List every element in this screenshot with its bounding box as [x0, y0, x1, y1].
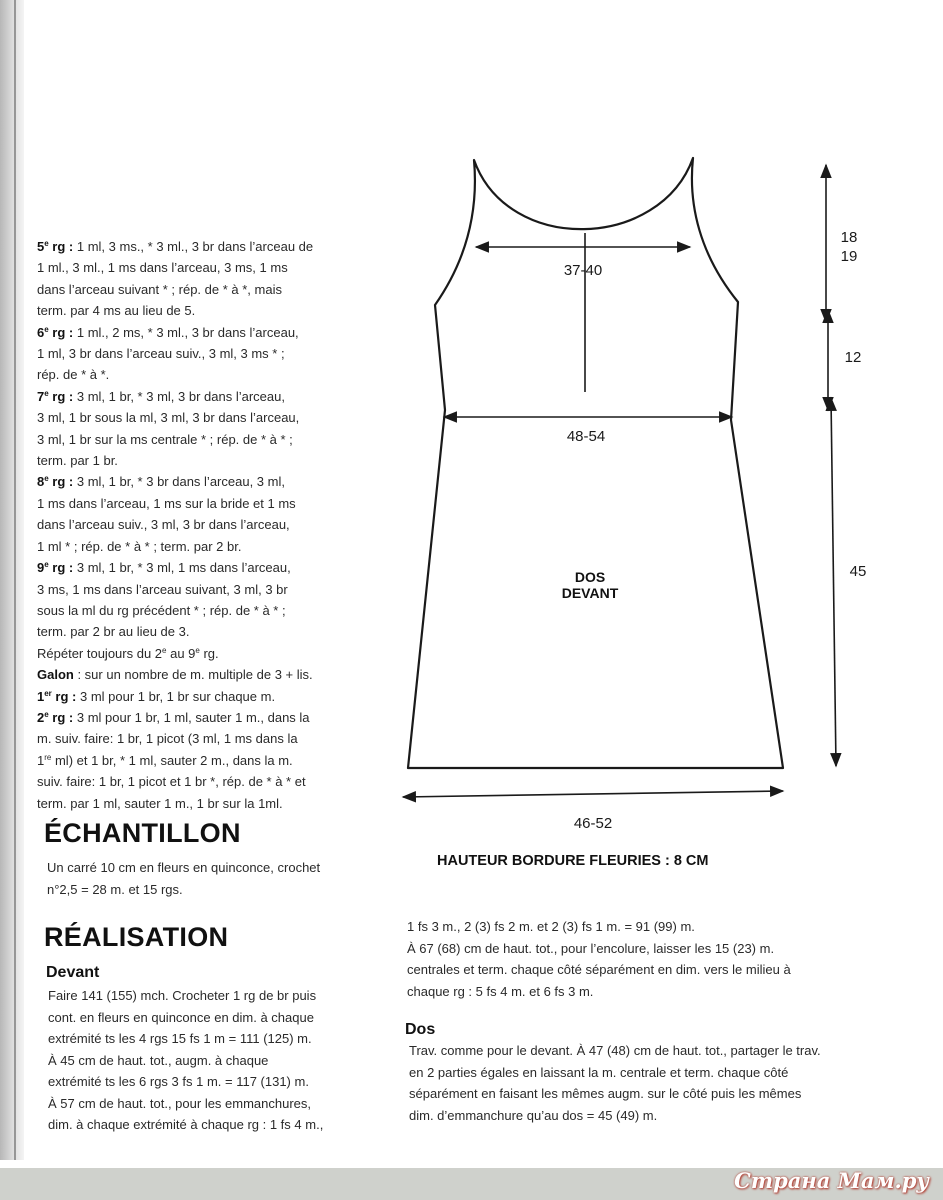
height-top-label-b: 19	[840, 248, 858, 265]
piece-label-devant: DEVANT	[561, 585, 619, 601]
devant-line: Faire 141 (155) mch. Crocheter 1 rg de br puis	[48, 988, 317, 1003]
devant-continued-line: 1 fs 3 m., 2 (3) fs 2 m. et 2 (3) fs 1 m. = 91 (99) m.	[407, 919, 695, 934]
devant-line: extrémité ts les 4 rgs 15 fs 1 m = 111 (125) m.	[48, 1031, 312, 1046]
devant-line: À 45 cm de haut. tot., augm. à chaque	[48, 1052, 269, 1068]
instruction-line: term. par 4 ms au lieu de 5.	[37, 303, 196, 319]
devant-line: À 57 cm de haut. tot., pour les emmanchures,	[48, 1095, 312, 1111]
devant-line: dim. à chaque extrémité à chaque rg : 1 fs 4 m.,	[48, 1117, 324, 1132]
dress-outline	[408, 158, 783, 768]
row-label: 7e rg :	[37, 388, 74, 404]
instruction-line: term. par 2 br au lieu de 3.	[37, 624, 190, 640]
instruction-line: 1 ml, 3 br dans l’arceau suiv., 3 ml, 3 ms * ;	[37, 346, 285, 362]
devant-line: cont. en fleurs en quinconce en dim. à chaque	[48, 1009, 314, 1025]
devant-continued-line: centrales et term. chaque côté séparément en dim. vers le milieu à	[407, 962, 791, 977]
row-label: 8e rg :	[37, 474, 74, 490]
instruction-line: 1er rg : 3 ml pour 1 br, 1 br sur chaque m.	[37, 688, 276, 704]
diagram-caption: HAUTEUR BORDURE FLEURIES : 8 CM	[437, 853, 709, 869]
height-body-arrow	[831, 398, 836, 766]
height-top-label-a: 18	[840, 229, 858, 246]
devant-continued-line: chaque rg : 5 fs 4 m. et 6 fs 3 m.	[407, 983, 594, 999]
dos-line: en 2 parties égales en laissant la m. centrale et term. chaque côté	[409, 1064, 789, 1080]
realisation-heading: RÉALISATION	[44, 922, 229, 952]
instruction-line: term. par 1 br.	[37, 453, 118, 469]
echantillon-line: Un carré 10 cm en fleurs en quinconce, crochet	[47, 860, 321, 875]
dos-line: Trav. comme pour le devant. À 47 (48) cm de haut. tot., partager le trav.	[409, 1043, 821, 1058]
instruction-line: dans l’arceau suiv., 3 ml, 3 br dans l’arceau,	[37, 517, 290, 533]
instruction-line: 7e rg : 3 ml, 1 br, * 3 ml, 3 br dans l’arceau,	[37, 388, 285, 404]
instruction-line: suiv. faire: 1 br, 1 picot et 1 br *, rép. de * à * et	[37, 774, 306, 790]
devant-line: extrémité ts les 6 rgs 3 fs 1 m. = 117 (131) m.	[48, 1074, 309, 1089]
instruction-line: 2e rg : 3 ml pour 1 br, 1 ml, sauter 1 m., dans la	[37, 709, 310, 725]
bust-width-label: 48-54	[566, 428, 606, 445]
instruction-line: 3 ml, 1 br sous la ml, 3 ml, 3 br dans l’arceau,	[37, 410, 300, 426]
instruction-line: 1 ml., 3 ml., 1 ms dans l’arceau, 3 ms, 1 ms	[37, 260, 288, 276]
instruction-line: 9e rg : 3 ml, 1 br, * 3 ml, 1 ms dans l’arceau,	[37, 560, 291, 576]
instruction-line: term. par 1 ml, sauter 1 m., 1 br sur la 1ml.	[37, 795, 283, 811]
hem-width-label: 46-52	[573, 815, 613, 832]
instruction-line: Répéter toujours du 2e au 9e rg.	[37, 645, 219, 661]
neck-width-label: 37-40	[563, 262, 603, 279]
row-label: 6e rg :	[37, 324, 74, 340]
dos-line: séparément en faisant les mêmes augm. sur le côté puis les mêmes	[409, 1086, 802, 1101]
instruction-line: rép. de * à *.	[37, 367, 110, 383]
devant-continued-line: À 67 (68) cm de haut. tot., pour l’encolure, laisser les 15 (23) m.	[407, 940, 775, 956]
piece-label-dos: DOS	[574, 569, 606, 585]
instruction-line: 5e rg : 1 ml, 3 ms., * 3 ml., 3 br dans l’arceau de	[37, 239, 314, 254]
row-label: 1er rg :	[37, 688, 77, 704]
instruction-line: 1 ms dans l’arceau, 1 ms sur la bride et 1 ms	[37, 495, 296, 511]
instruction-line: 3 ml, 1 br sur la ms centrale * ; rép. de * à * ;	[37, 431, 293, 447]
row-label: Galon	[37, 667, 74, 683]
row-label: 5e rg :	[37, 239, 74, 254]
row-label: 2e rg :	[37, 709, 74, 725]
hem-width-arrow	[403, 791, 783, 797]
dos-line: dim. d’emmanchure qu’au dos = 45 (49) m.	[409, 1107, 658, 1123]
devant-heading: Devant	[46, 964, 100, 981]
echantillon-heading: ÉCHANTILLON	[44, 818, 241, 848]
echantillon-line: n°2,5 = 28 m. et 15 rgs.	[47, 881, 183, 897]
dos-heading: Dos	[405, 1021, 436, 1038]
instruction-line: 1 ml * ; rép. de * à * ; term. par 2 br.	[37, 538, 242, 554]
instruction-line: 3 ms, 1 ms dans l’arceau suivant, 3 ml, 3 br	[37, 581, 288, 597]
instruction-line: 6e rg : 1 ml., 2 ms, * 3 ml., 3 br dans l’arceau,	[37, 324, 299, 340]
site-watermark: Страна Мам.ру	[734, 1168, 929, 1193]
height-armhole-label: 12	[844, 349, 862, 366]
height-body-label: 45	[849, 563, 867, 580]
instruction-line: dans l’arceau suivant * ; rép. de * à *, mais	[37, 281, 282, 297]
row-label: 9e rg :	[37, 560, 74, 576]
instruction-line: sous la ml du rg précédent * ; rép. de * à * ;	[37, 602, 286, 618]
instruction-line: Galon : sur un nombre de m. multiple de 3 + lis.	[37, 667, 313, 683]
instruction-line: 8e rg : 3 ml, 1 br, * 3 br dans l’arceau, 3 ml,	[37, 474, 285, 490]
instruction-line: 1re ml) et 1 br, * 1 ml, sauter 2 m., dans la m.	[37, 752, 293, 768]
instruction-line: m. suiv. faire: 1 br, 1 picot (3 ml, 1 ms dans la	[37, 731, 298, 747]
